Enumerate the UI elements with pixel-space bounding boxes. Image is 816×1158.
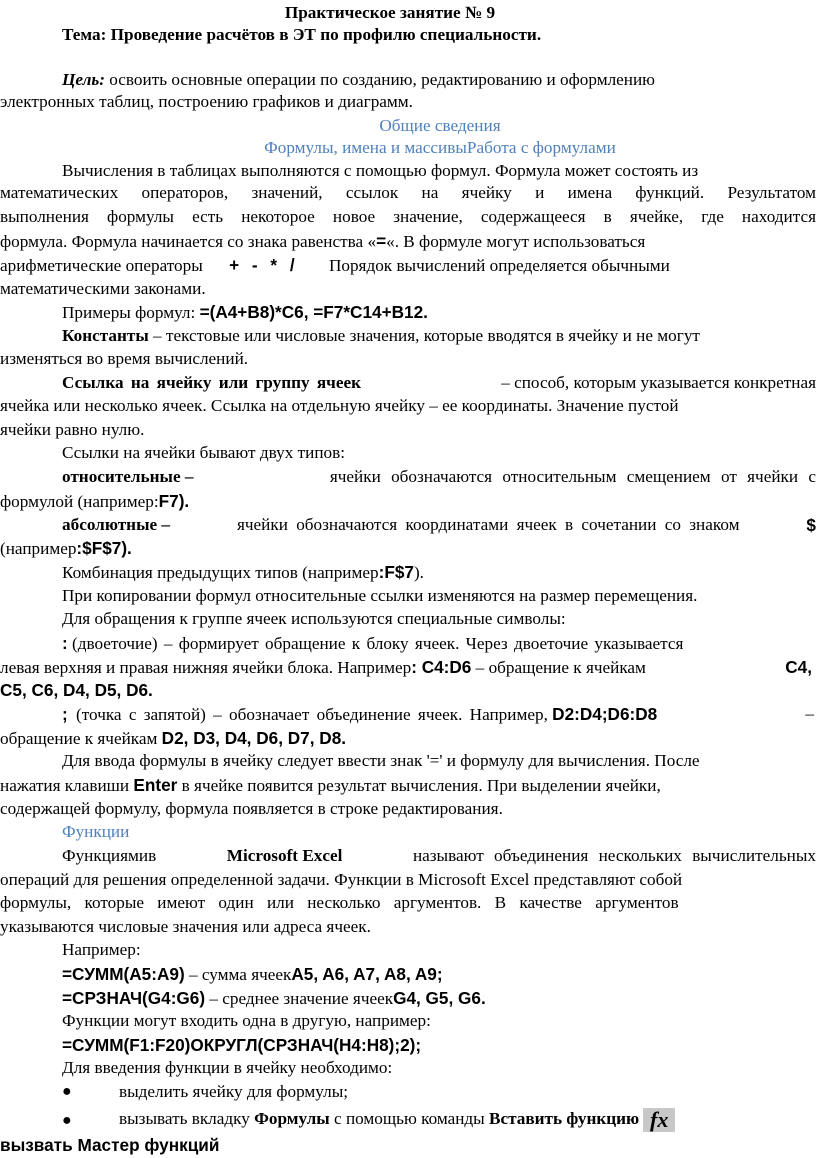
combo-line: Комбинация предыдущих типов (например:F$7). <box>62 562 424 582</box>
bullet-1: выделить ячейку для формулы; <box>119 1082 349 1101</box>
page-title: Практическое занятие № 9 <box>284 3 496 22</box>
bullet-dot-1: ● <box>62 1083 72 1100</box>
semicolon-line-1: ; (точка с запятой) – обозначает объединение ячеек. Например, D2:D4;D6:D8 – <box>62 704 814 724</box>
constants-line-2: изменяться во время вычислений. <box>0 349 249 368</box>
absolute-line-2: (например:$F$7). <box>0 538 132 558</box>
theme-line: Тема: Проведение расчётов в ЭТ по профилю специальности. <box>62 25 542 44</box>
intro-line-1: Вычисления в таблицах выполняются с помощью формул. Формула может состоять из <box>62 161 699 180</box>
ref-line-2: ячейка или несколько ячеек. Ссылка на отдельную ячейку – ее координаты. Значение пустой <box>0 396 679 415</box>
input-line-2: нажатия клавиши Enter в ячейке появится результат вычисления. При выделении ячейки, <box>0 775 661 795</box>
intro-line-3: выполнения формулы есть некоторое новое значение, содержащееся в ячейке, где находится <box>0 207 816 226</box>
intro-line-2: математических операторов, значений, ссылок на ячейку и имена функций. Результатом <box>0 183 816 202</box>
absolute-line-1: абсолютные – ячейки обозначаются координатами ячеек в сочетании со знаком $ <box>62 515 816 535</box>
nest-line: Функции могут входить одна в другую, например: <box>62 1011 431 1030</box>
func-line-2: операций для решения определенной задачи. Функции в Microsoft Excel представляют собой <box>0 870 683 889</box>
bullet-2: вызывать вкладку Формулы с помощью команды Вставить функцию fx <box>119 1108 675 1132</box>
input-line-1: Для ввода формулы в ячейку следует ввести знак '=' и формулу для вычисления. После <box>62 751 700 770</box>
examples-line: Примеры формул: =(A4+B8)*C6, =F7*C14+B12. <box>62 302 428 322</box>
input-line-3: содержащей формулу, формула появляется в строке редактирования. <box>0 799 503 818</box>
intro-line-6: математическими законами. <box>0 279 206 298</box>
func-line-3: формулы, которые имеют один или несколько аргументов. В качестве аргументов <box>0 893 679 912</box>
insert-function-icon: fx <box>643 1108 675 1132</box>
nest-formula: =СУММ(F1:F20)ОКРУГЛ(СРЗНАЧ(H4:H8);2); <box>62 1035 422 1055</box>
last-line: вызвать Мастер функций <box>0 1135 220 1155</box>
colon-line-1: : (двоеточие) – формирует обращение к блоку ячеек. Через двоеточие указывается <box>62 633 684 653</box>
intro-line-4: формула. Формула начинается со знака равенства «=«. В формуле могут использоваться <box>0 231 646 251</box>
group-line: Для обращения к группе ячеек используются специальные символы: <box>62 609 566 628</box>
insert-intro: Для введения функции в ячейку необходимо: <box>62 1058 393 1077</box>
ref-types-line: Ссылки на ячейки бывают двух типов: <box>62 443 345 462</box>
func-line-4: указываются числовые значения или адреса ячеек. <box>0 917 371 936</box>
goal-line-2: электронных таблиц, построению графиков и диаграмм. <box>0 92 413 111</box>
colon-line-2: левая верхняя и правая нижняя ячейки блока. Например: C4:D6 – обращение к ячейкам C4, <box>0 657 812 677</box>
heading-formulas: Формулы, имена и массивыРабота с формулами <box>264 138 616 157</box>
for-example: Например: <box>62 940 141 959</box>
constants-line-1: Константы – текстовые или числовые значения, которые вводятся в ячейку и не могут <box>62 326 700 345</box>
intro-line-5: арифметические операторы + - * / Порядок вычислений определяется обычными <box>0 255 670 275</box>
colon-line-3: C5, C6, D4, D5, D6. <box>0 680 153 700</box>
goal-label: Цель: <box>62 70 105 89</box>
relative-line-1: относительные – ячейки обозначаются относительным смещением от ячейки с <box>62 467 816 486</box>
semicolon-line-2: обращение к ячейкам D2, D3, D4, D6, D7, D8. <box>0 728 347 748</box>
goal-line-1: Цель: освоить основные операции по созданию, редактированию и оформлению <box>62 70 656 89</box>
example-2: =СРЗНАЧ(G4:G6) – среднее значение ячеекG4, G5, G6. <box>62 988 486 1008</box>
heading-functions: Функции <box>62 822 130 841</box>
ref-line-3: ячейки равно нулю. <box>0 420 145 439</box>
func-line-1: Функциямив Microsoft Excel называют объединения нескольких вычислительных <box>62 846 816 865</box>
example-1: =СУММ(A5:A9) – сумма ячеекA5, A6, A7, A8, A9; <box>62 964 443 984</box>
bullet-dot-2: ● <box>62 1112 72 1129</box>
heading-general: Общие сведения <box>379 116 501 135</box>
copy-line: При копировании формул относительные ссылки изменяются на размер перемещения. <box>62 586 698 605</box>
ref-line-1: Ссылка на ячейку или группу ячеек – способ, которым указывается конкретная <box>62 373 816 392</box>
relative-line-2: формулой (например:F7). <box>0 491 190 511</box>
